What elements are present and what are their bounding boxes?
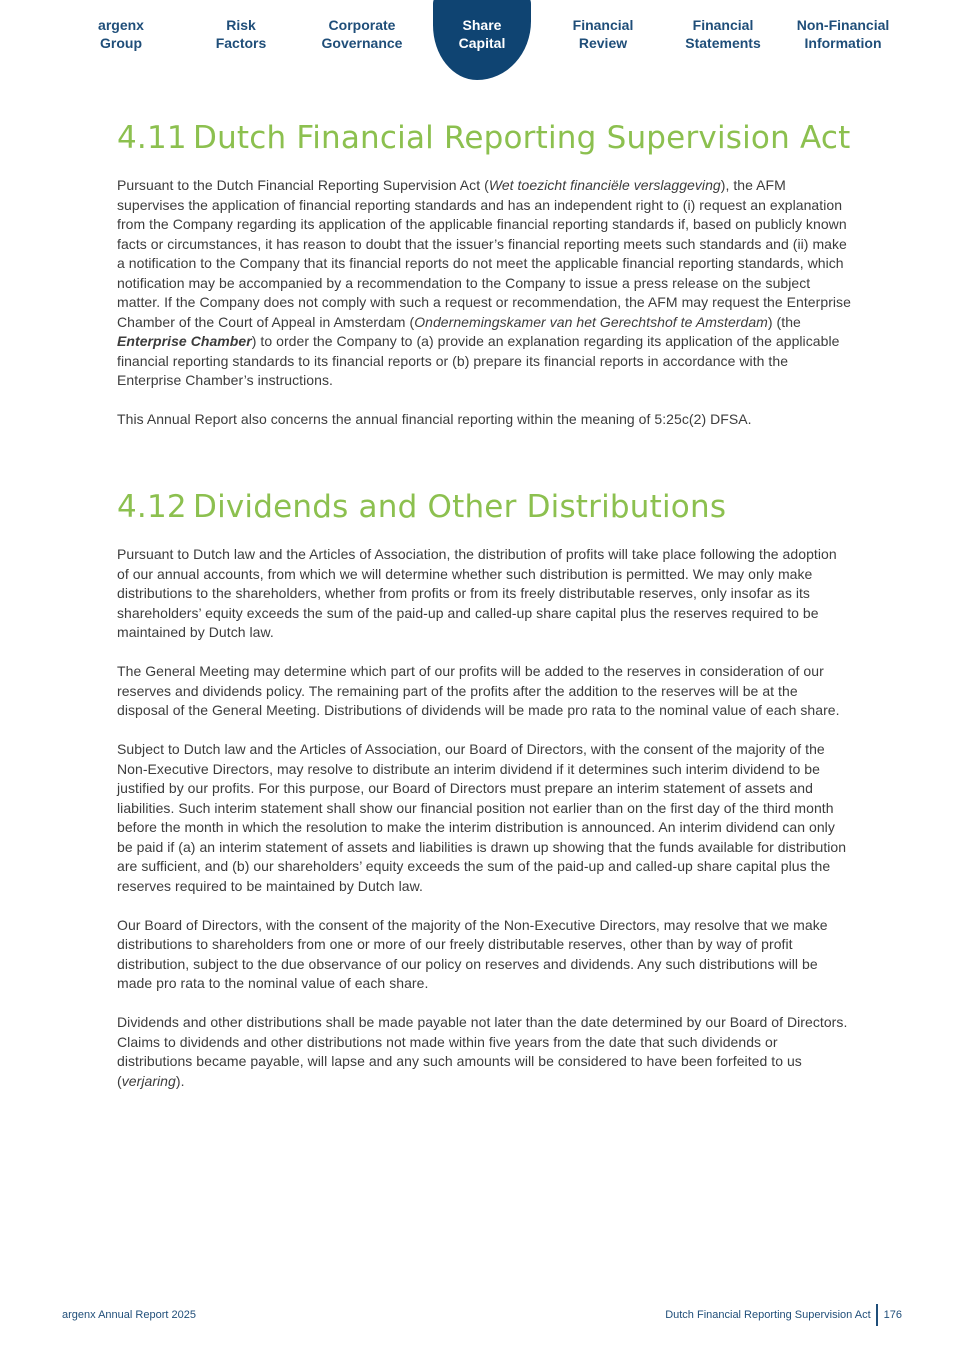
section-number: 4.12 — [117, 489, 187, 525]
section-heading — [117, 485, 851, 529]
nav-tab-label: Factors — [215, 35, 267, 51]
nav-tab-label: Risk — [226, 17, 256, 33]
paragraph: This Annual Report also concerns the annual financial reporting within the meaning of 5:25c(2) DFSA. — [117, 411, 752, 427]
nav-tab-label: Corporate — [328, 17, 396, 33]
paragraph: Pursuant to Dutch law and the Articles of Association, the distribution of profits will take place following the adoption of our annual accounts, from which we will determine whether such distribution is permitted. We may only make distributions to the shareholders, whether from profits or from its freely distributable reserves, only insofar as its shareholders’ equity exceeds the sum of the paid-up and called-up share capital plus the reserves required to be maintained by Dutch law. — [117, 546, 837, 640]
footer-divider — [876, 1304, 878, 1326]
section-number: 4.11 — [117, 120, 187, 156]
section-heading — [117, 116, 851, 160]
text-run: ) (the — [767, 313, 801, 330]
nav-tab-label: Governance — [321, 35, 403, 51]
nav-tab-corporate-governance[interactable] — [302, 16, 422, 52]
italic-term: Wet toezicht financiële verslaggeving — [488, 177, 721, 193]
italic-term: verjaring — [121, 1072, 176, 1089]
paragraph — [117, 1013, 851, 1091]
nav-tab-label: Information — [804, 35, 882, 51]
text-run: Dividends and other distributions shall be made payable not later than the date determined by our Board of Directors. Claims to dividends and other distributions not made within five years from the date that such dividends or distributions became payable, will lapse and any such amounts will be considered to have been forfeited to us ( — [117, 1014, 848, 1089]
nav-tab-label: Statements — [685, 35, 761, 51]
paragraph — [117, 176, 851, 391]
section-4-12 — [117, 485, 851, 1091]
text-run: ) to order the Company to (a) provide an explanation regarding its application of the applicable financial reporting standards to its financial reports or (b) prepare its financial reports in accordance with the Enterprise Chamber’s instructions. — [117, 333, 840, 388]
footer-section-name: Dutch Financial Reporting Supervision Act — [665, 1309, 871, 1321]
nav-tab-label: Share — [462, 17, 502, 33]
nav-tab-label: Financial — [692, 17, 754, 33]
nav-tab-label: Non-Financial — [796, 17, 890, 33]
footer-page-info — [665, 1303, 902, 1327]
nav-tab-label: Capital — [458, 35, 506, 51]
nav-tab-non-financial-information[interactable] — [783, 16, 903, 52]
nav-tab-financial-review[interactable] — [543, 16, 663, 52]
text-run: Pursuant to the Dutch Financial Reporting Supervision Act ( — [117, 177, 489, 193]
nav-tab-financial-statements[interactable] — [663, 16, 783, 52]
nav-tab-argenx-group[interactable] — [61, 16, 181, 52]
nav-tab-risk-factors[interactable] — [181, 16, 301, 52]
nav-tab-label: Review — [578, 35, 628, 51]
section-title: Dividends and Other Distributions — [193, 489, 727, 525]
section-title: Dutch Financial Reporting Supervision Act — [193, 120, 851, 156]
nav-tab-label: Financial — [572, 17, 634, 33]
nav-tab-share-capital[interactable] — [422, 16, 542, 52]
page-number: 176 — [883, 1309, 902, 1321]
paragraph: The General Meeting may determine which part of our profits will be added to the reserves in consideration of our reserves and dividends policy. The remaining part of the profits after the addition to the reserves will be at the disposal of the General Meeting. Distributions of dividends will be made pro rata to the nominal value of each share. — [117, 663, 840, 718]
footer-report-title: argenx Annual Report 2025 — [62, 1309, 196, 1321]
text-run: ), the AFM supervises the application of financial reporting standards and has an independent right to (i) request an explanation from the Company regarding its application of the applicable financial reporting standards if, based on publicly known facts or circumstances, it has reason to doubt that the issuer’s financial reporting meets such standards and (ii) make a notification to the Company that its financial reports do not meet the applicable financial reporting standards, which notification may be accompanied by a recommendation to the Company to issue a press release on the subject matter. If the Company does not comply with such a request or recommendation, the AFM may request the Enterprise Chamber of the Court of Appeal in Amsterdam ( — [117, 177, 851, 330]
nav-tab-label: argenx — [98, 17, 144, 33]
italic-term: Ondernemingskamer van het Gerechtshof te Amsterdam — [414, 313, 768, 330]
defined-term: Enterprise Chamber — [117, 333, 252, 349]
nav-tab-label: Group — [100, 35, 142, 51]
top-navigation — [0, 0, 964, 80]
section-4-11 — [117, 116, 851, 430]
paragraph: Subject to Dutch law and the Articles of Association, our Board of Directors, with the consent of the majority of the Non-Executive Directors, may resolve to distribute an interim dividend if it determines such interim dividend to be justified by our profits. For this purpose, our Board of Directors must prepare an interim statement of assets and liabilities. Such interim statement shall show our financial position not earlier than on the first day of the third month before the month in which the resolution to make the interim distribution is announced. An interim dividend can only be paid if (a) an interim statement of assets and liabilities is drawn up showing that the funds available for distribution are sufficient, and (b) our shareholders’ equity exceeds the sum of the paid-up and called-up share capital plus the reserves required to be maintained by Dutch law. — [117, 741, 847, 894]
text-run: ). — [175, 1072, 185, 1089]
paragraph: Our Board of Directors, with the consent of the majority of the Non-Executive Directors, may resolve that we make distributions to shareholders from one or more of our freely distributable reserves, other than by way of profit distribution, subject to the due observance of our policy on reserves and dividends. Any such distributions will be made pro rata to the nominal value of each share. — [117, 916, 828, 991]
